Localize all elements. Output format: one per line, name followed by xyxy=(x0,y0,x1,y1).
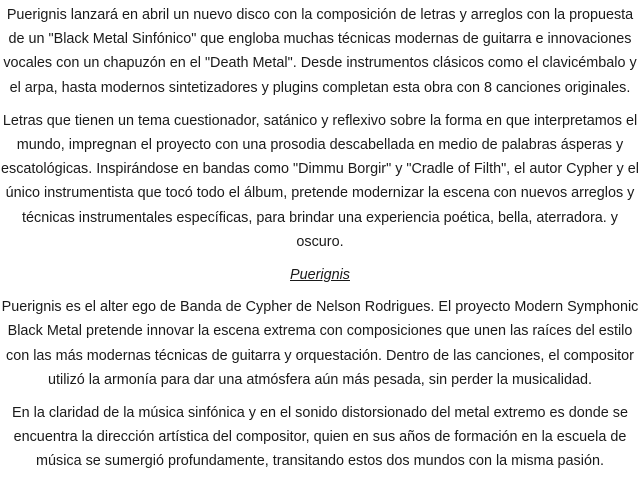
paragraph-album-announcement: Puerignis lanzará en abril un nuevo disco con la composición de letras y arreglos con la propuesta de un "Black Metal Sinfónico" que engloba muchas técnicas modernas de guitarra e innovaciones vocales con un chapuzón en el "Death Metal". Desde instrumentos clásicos como el clavicémbalo y el arpa, hasta modernos sintetizadores y plugins completan esta obra con 8 canciones originales. xyxy=(3,7,637,96)
paragraph-project-description: Puerignis es el alter ego de Banda de Cypher de Nelson Rodrigues. El proyecto Modern Symphonic Black Metal pretende innovar la escena extrema con composiciones que unen las raíces del estilo con las más modernas técnicas de guitarra y orquestación. Dentro de las canciones, el compositor utilizó la armonía para dar una atmósfera aún más pesada, sin perder la musicalidad. xyxy=(1,299,639,388)
paragraph-lyrics-themes: Letras que tienen un tema cuestionador, satánico y reflexivo sobre la forma en que interpretamos el mundo, impregnan el proyecto con una prosodia descabellada en medio de palabras ásperas y escatológicas. Inspirándose en bandas como "Dimmu Borgir" y "Cradle of Filth", el autor Cypher y el único instrumentista que tocó todo el álbum, pretende modernizar la escena con nuevos arreglos y técnicas instrumentales específicas, para brindar una experiencia poética, bella, aterradora. y oscuro. xyxy=(1,112,639,250)
paragraph-artistic-direction: En la claridad de la música sinfónica y en el sonido distorsionado del metal extremo es donde se encuentra la dirección artística del compositor, quien en sus años de formación en la escuela de música se sumergió profundamente, transitando estos dos mundos con la misma pasión. xyxy=(12,405,628,470)
article-body xyxy=(0,3,640,474)
section-heading-puerignis: Puerignis xyxy=(290,267,350,284)
